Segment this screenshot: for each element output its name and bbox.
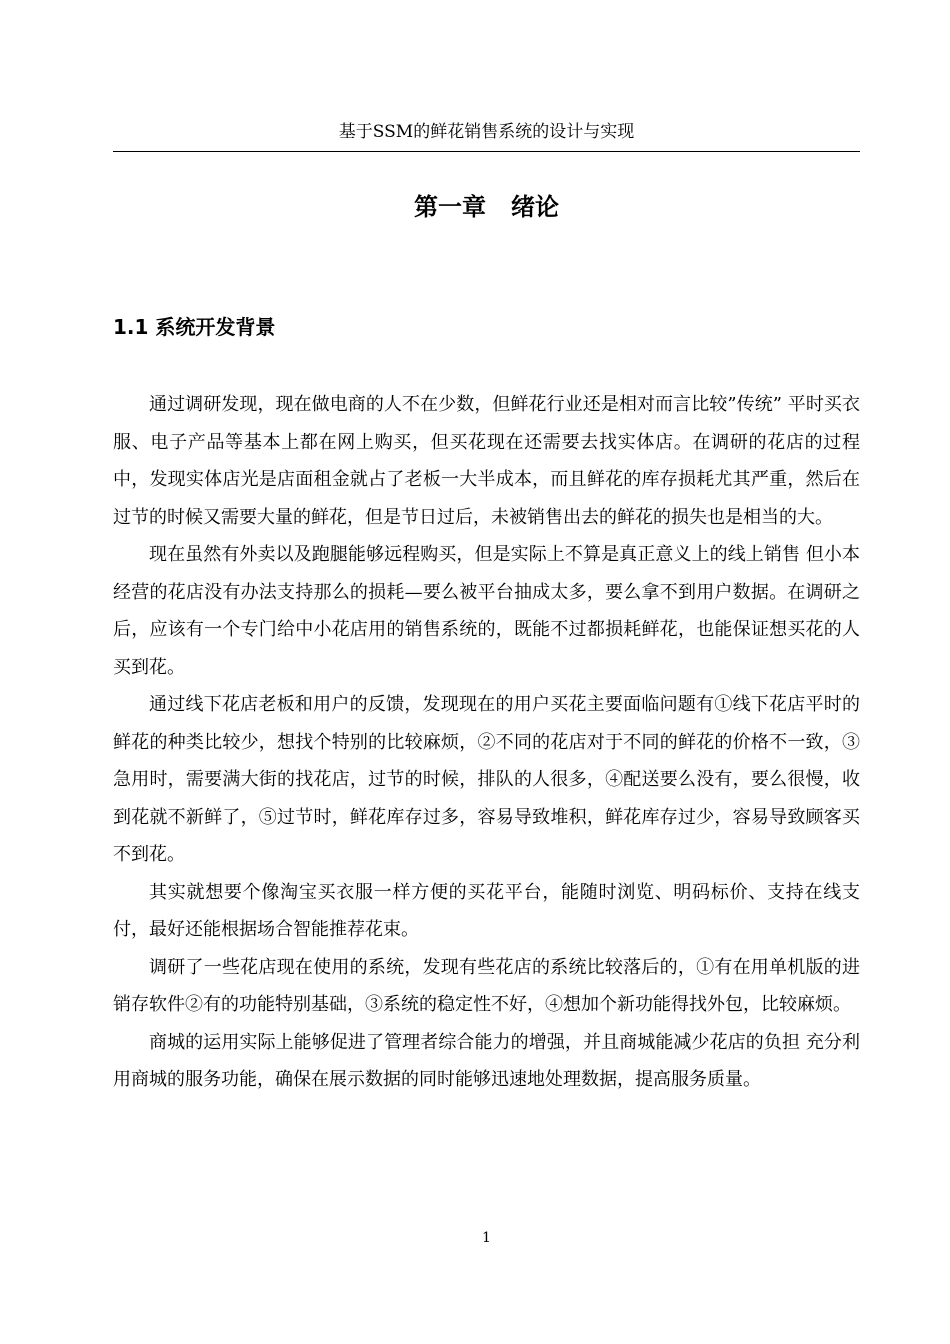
running-header-title: 基于SSM的鲜花销售系统的设计与实现	[338, 122, 635, 142]
paragraph: 现在虽然有外卖以及跑腿能够远程购买，但是实际上不算是真正意义上的线上销售 但小本经营的花店没有办法支持那么的损耗—要么被平台抽成太多，要么拿不到用户数据。在调研之后，应该有一个专门给中小花店用的销售系统的，既能不过都损耗鲜花，也能保证想买花的人买到花。	[113, 544, 860, 678]
body-text	[113, 386, 860, 1099]
page-number: 1	[482, 1230, 491, 1246]
paragraph: 商城的运用实际上能够促进了管理者综合能力的增强，并且商城能减少花店的负担 充分利用商城的服务功能，确保在展示数据的同时能够迅速地处理数据，提高服务质量。	[113, 1031, 860, 1090]
paragraph: 调研了一些花店现在使用的系统，发现有些花店的系统比较落后的，①有在用单机版的进销存软件②有的功能特别基础，③系统的稳定性不好，④想加个新功能得找外包，比较麻烦。	[113, 956, 860, 1015]
paragraph: 其实就想要个像淘宝买衣服一样方便的买花平台，能随时浏览、明码标价、支持在线支付，最好还能根据场合智能推荐花束。	[113, 881, 860, 940]
paragraph: 通过线下花店老板和用户的反馈，发现现在的用户买花主要面临问题有①线下花店平时的鲜花的种类比较少，想找个特别的比较麻烦，②不同的花店对于不同的鲜花的价格不一致，③急用时，需要满大街的找花店，过节的时候，排队的人很多，④配送要么没有，要么很慢，收到花就不新鲜了，⑤过节时，鲜花库存过多，容易导致堆积，鲜花库存过少，容易导致顾客买不到花。	[113, 694, 860, 865]
paragraph: 通过调研发现，现在做电商的人不在少数，但鲜花行业还是相对而言比较”传统” 平时买衣服、电子产品等基本上都在网上购买，但买花现在还需要去找实体店。在调研的花店的过程中，发现实体店光是店面租金就占了老板一大半成本，而且鲜花的库存损耗尤其严重，然后在过节的时候又需要大量的鲜花，但是节日过后，未被销售出去的鲜花的损失也是相当的大。	[113, 394, 860, 528]
section-title: 1.1 系统开发背景	[113, 315, 276, 339]
header-divider	[113, 151, 860, 152]
chapter-title: 第一章 绪论	[413, 193, 560, 221]
